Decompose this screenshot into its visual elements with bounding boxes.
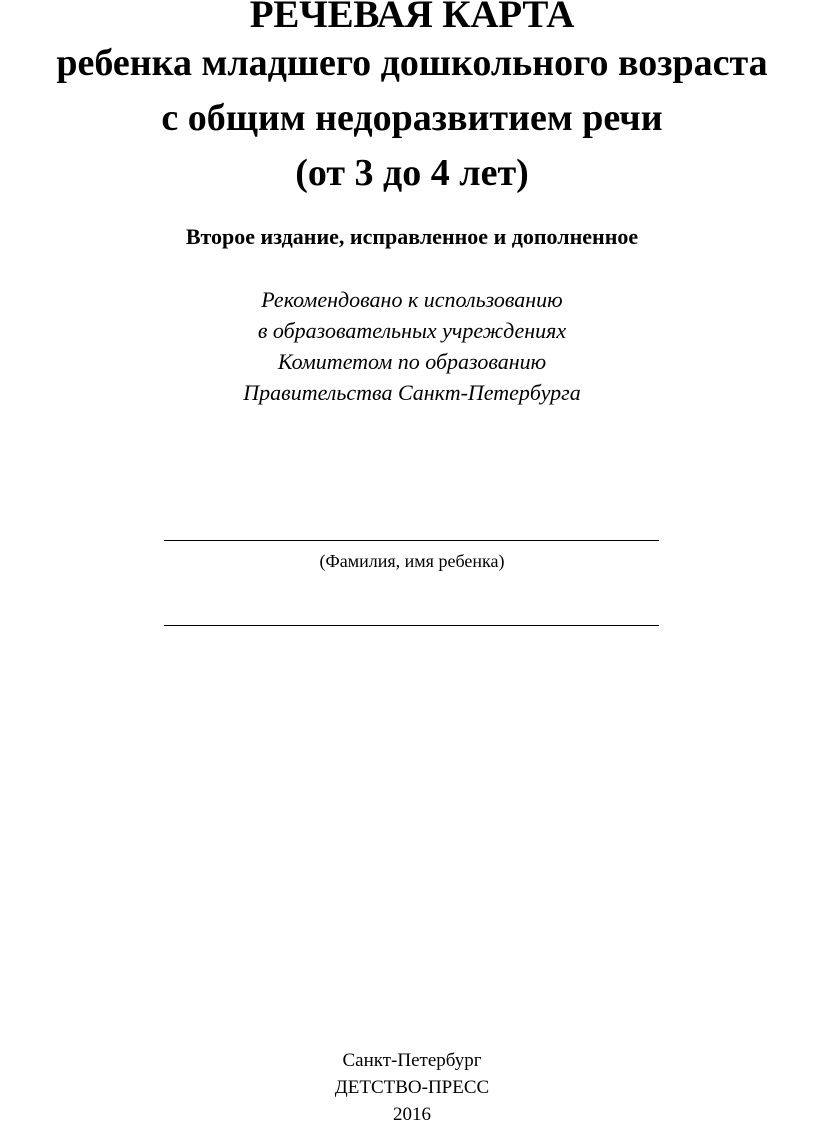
recommendation-line-2: в образовательных учреждениях [257,318,567,343]
child-name-blank [164,540,659,541]
recommendation-line-1: Рекомендовано к использованию [261,287,563,312]
imprint [0,1047,824,1128]
recommendation-note [0,284,824,408]
extra-blank-line [164,625,659,626]
imprint-city: Санкт-Петербург [342,1050,482,1071]
imprint-publisher: ДЕТСТВО-ПРЕСС [334,1077,490,1098]
imprint-year: 2016 [393,1104,431,1125]
recommendation-line-4: Правительства Санкт-Петербурга [243,380,581,405]
document-title: РЕЧЕВАЯ КАРТА [249,0,575,36]
subtitle-line-2: с общим недоразвитием речи [161,97,663,139]
subtitle-line-1: ребенка младшего дошкольного возраста [56,42,768,84]
document-subtitle [0,36,824,201]
recommendation-line-3: Комитетом по образованию [277,349,547,374]
child-name-caption: (Фамилия, имя ребенка) [319,551,505,571]
edition-note: Второе издание, исправленное и дополненное [185,224,639,249]
subtitle-line-3: (от 3 до 4 лет) [295,152,529,194]
